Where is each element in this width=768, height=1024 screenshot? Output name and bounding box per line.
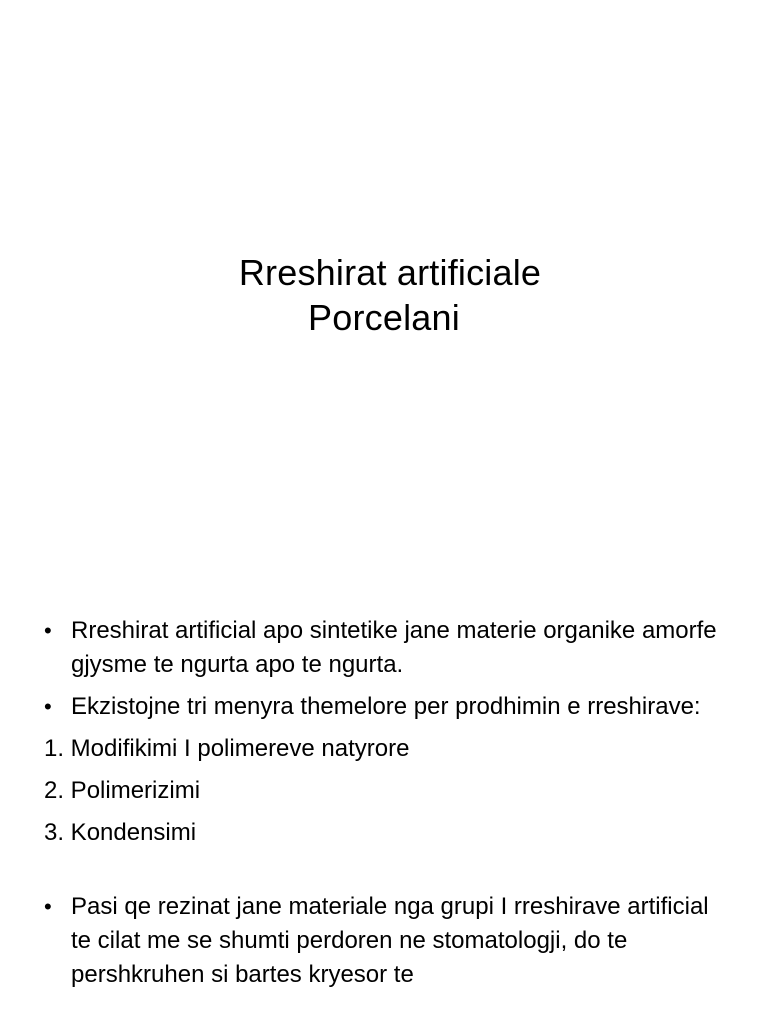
list-item [44,890,734,992]
content-list [44,614,734,1000]
title-line-1: Rreshirat artificiale [238,252,542,293]
numbered-item: 2. Polimerizimi [44,777,201,804]
spacer [44,858,734,890]
bullet-icon: • [44,894,52,919]
slide-title [0,250,768,340]
content-slide [0,576,768,1024]
list-item-text: Ekzistojne tri menyra themelore per prodhimin e rreshirave: [71,693,701,720]
bullet-icon: • [44,618,52,643]
list-item [44,690,734,724]
list-item [44,614,734,682]
numbered-item: 1. Modifikimi I polimereve natyrore [44,735,410,762]
list-item-text: Rreshirat artificial apo sintetike jane materie organike amorfe gjysme te ngurta apo te ngurta. [71,617,717,678]
numbered-item: 3. Kondensimi [44,819,197,846]
title-line-2: Porcelani [308,297,460,338]
list-item-text: Pasi qe rezinat jane materiale nga grupi I rreshirave artificial te cilat me se shumti perdoren ne stomatologji, do te pershkruhen si bartes kryesor te [71,893,709,988]
bullet-icon: • [44,694,52,719]
